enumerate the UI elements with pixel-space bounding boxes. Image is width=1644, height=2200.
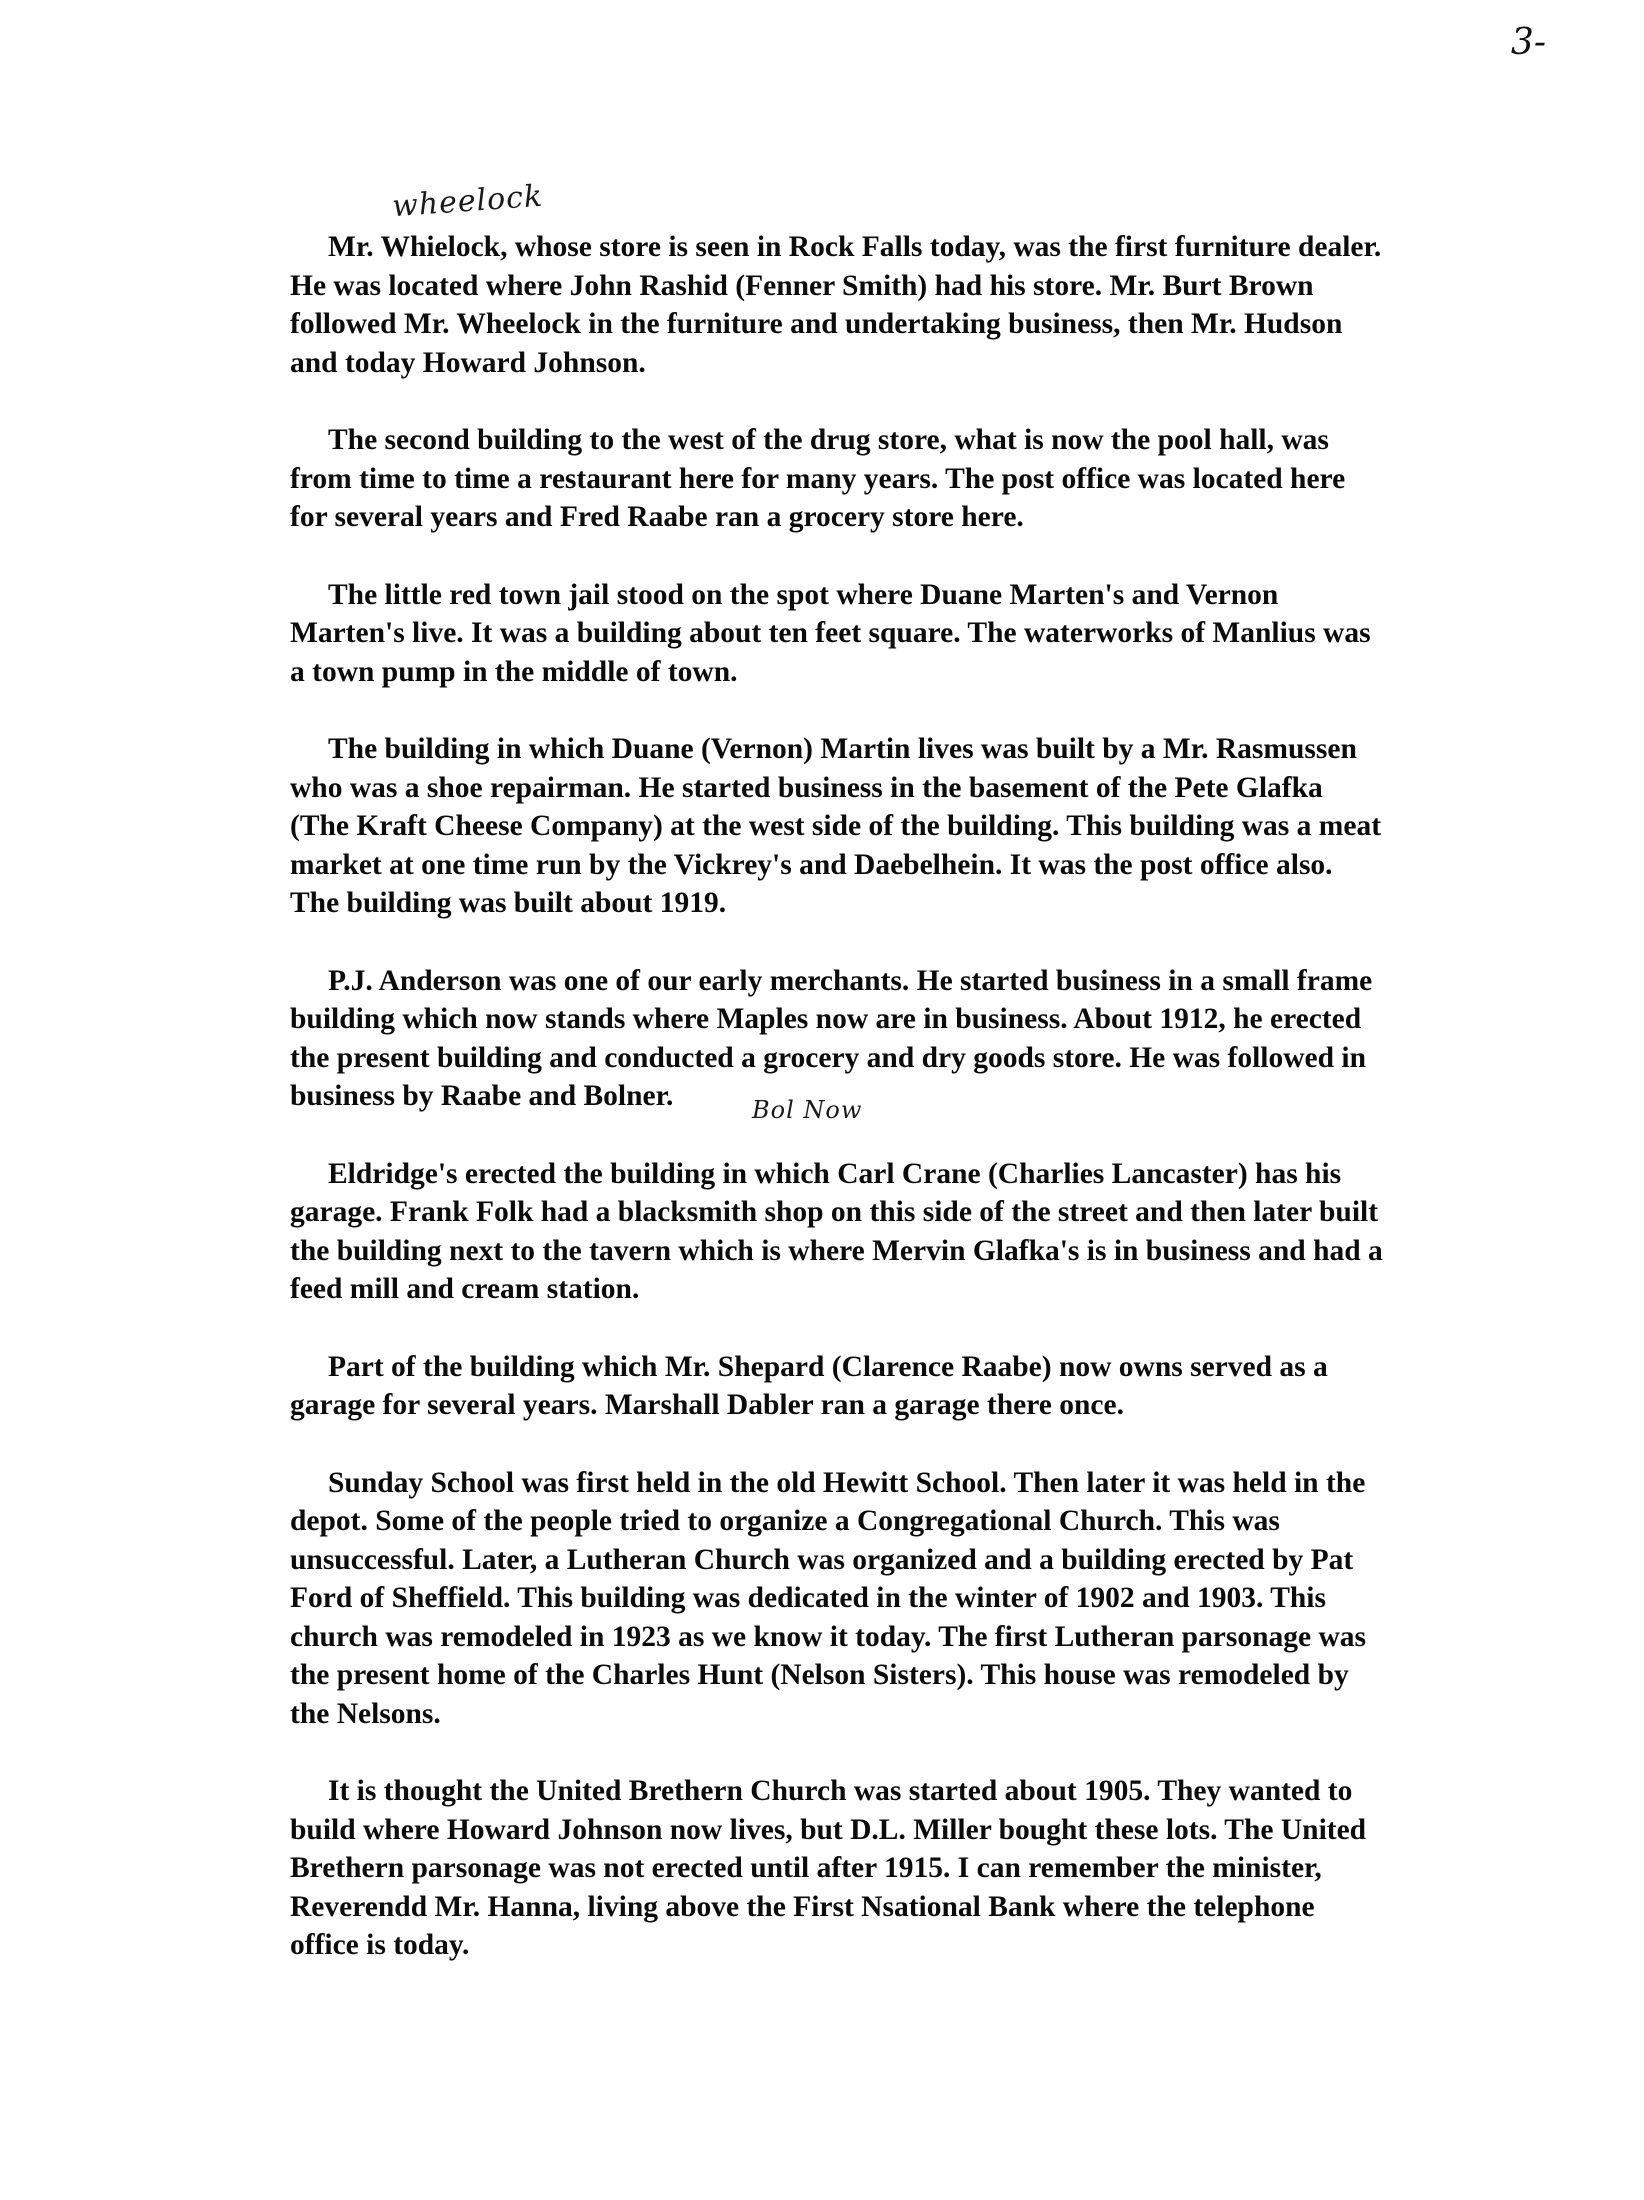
text-line: Eldridge's erected the building in which Carl Crane (Charlies Lancaster) has his [328,1157,1342,1190]
paragraph [290,1772,1520,1965]
text-line: The building was built about 1919. [290,887,727,919]
text-line: business by Raabe and Bolner. [290,1080,674,1112]
paragraph [290,576,1520,692]
text-line: for several years and Fred Raabe ran a grocery store here. [290,501,1024,533]
text-line: Brethern parsonage was not erected until after 1915. I can remember the minister, [290,1852,1322,1884]
text-line: market at one time run by the Vickrey's and Daebelhein. It was the post office also. [290,848,1333,881]
text-line: Sunday School was first held in the old Hewitt School. Then later it was held in the [328,1466,1366,1499]
text-line: Reverendd Mr. Hanna, living above the First Nsational Bank where the telephone [290,1890,1315,1923]
text-line: the Nelsons. [290,1697,441,1730]
paragraph [290,962,1520,1116]
text-line: Part of the building which Mr. Shepard (Clarence Raabe) now owns served as a [328,1350,1328,1383]
text-line: Mr. Whielock, whose store is seen in Rock Falls today, was the first furniture dealer. [328,231,1382,263]
paragraph [290,1348,1520,1425]
text-line: P.J. Anderson was one of our early merchants. He started business in a small frame [328,964,1373,997]
text-line: the present building and conducted a grocery and dry goods store. He was followed in [290,1041,1367,1074]
paragraph [290,421,1520,537]
text-line: It is thought the United Brethern Church was started about 1905. They wanted to [328,1775,1353,1807]
text-line: Marten's live. It was a building about ten feet square. The waterworks of Manlius was [290,617,1371,649]
paragraph [290,1464,1520,1734]
text-line: The second building to the west of the drug store, what is now the pool hall, was [328,424,1329,456]
text-line: garage. Frank Folk had a blacksmith shop on this side of the street and then later built [290,1196,1379,1228]
text-line: unsuccessful. Later, a Lutheran Church was organized and a building erected by Pat [290,1543,1354,1576]
text-line: building which now stands where Maples now are in business. About 1912, he erected [290,1003,1362,1035]
text-line: garage for several years. Marshall Dabler ran a garage there once. [290,1389,1124,1421]
text-line: (The Kraft Cheese Company) at the west side of the building. This building was a meat [290,810,1382,842]
paragraph [290,1155,1520,1309]
text-line: from time to time a restaurant here for many years. The post office was located here [290,462,1346,495]
text-line: The building in which Duane (Vernon) Martin lives was built by a Mr. Rasmussen [328,733,1357,765]
text-line: and today Howard Johnson. [290,346,646,379]
text-line: the present home of the Charles Hunt (Nelson Sisters). This house was remodeled by [290,1659,1349,1691]
handwritten-note-bol-now: Bol Now [752,1096,863,1124]
text-line: followed Mr. Wheelock in the furniture and undertaking business, then Mr. Hudson [290,308,1343,340]
text-line: Ford of Sheffield. This building was dedicated in the winter of 1902 and 1903. This [290,1582,1326,1614]
page-number: 3- [1510,22,1546,63]
text-line: depot. Some of the people tried to organize a Congregational Church. This was [290,1505,1280,1537]
text-line: The little red town jail stood on the spot where Duane Marten's and Vernon [328,578,1279,611]
paragraph [290,730,1520,923]
body-text [290,228,1520,2004]
text-line: a town pump in the middle of town. [290,655,738,688]
paragraph [290,228,1520,382]
text-line: who was a shoe repairman. He started business in the basement of the Pete Glafka [290,771,1323,804]
text-line: He was located where John Rashid (Fenner Smith) had his store. Mr. Burt Brown [290,269,1314,302]
text-line: build where Howard Johnson now lives, but D.L. Miller bought these lots. The United [290,1813,1367,1846]
text-line: church was remodeled in 1923 as we know it today. The first Lutheran parsonage was [290,1620,1367,1653]
text-line: feed mill and cream station. [290,1273,640,1305]
text-line: office is today. [290,1929,470,1961]
handwritten-correction-wheelock: wheelock [390,178,545,225]
text-line: the building next to the tavern which is where Mervin Glafka's is in business and had a [290,1234,1383,1267]
